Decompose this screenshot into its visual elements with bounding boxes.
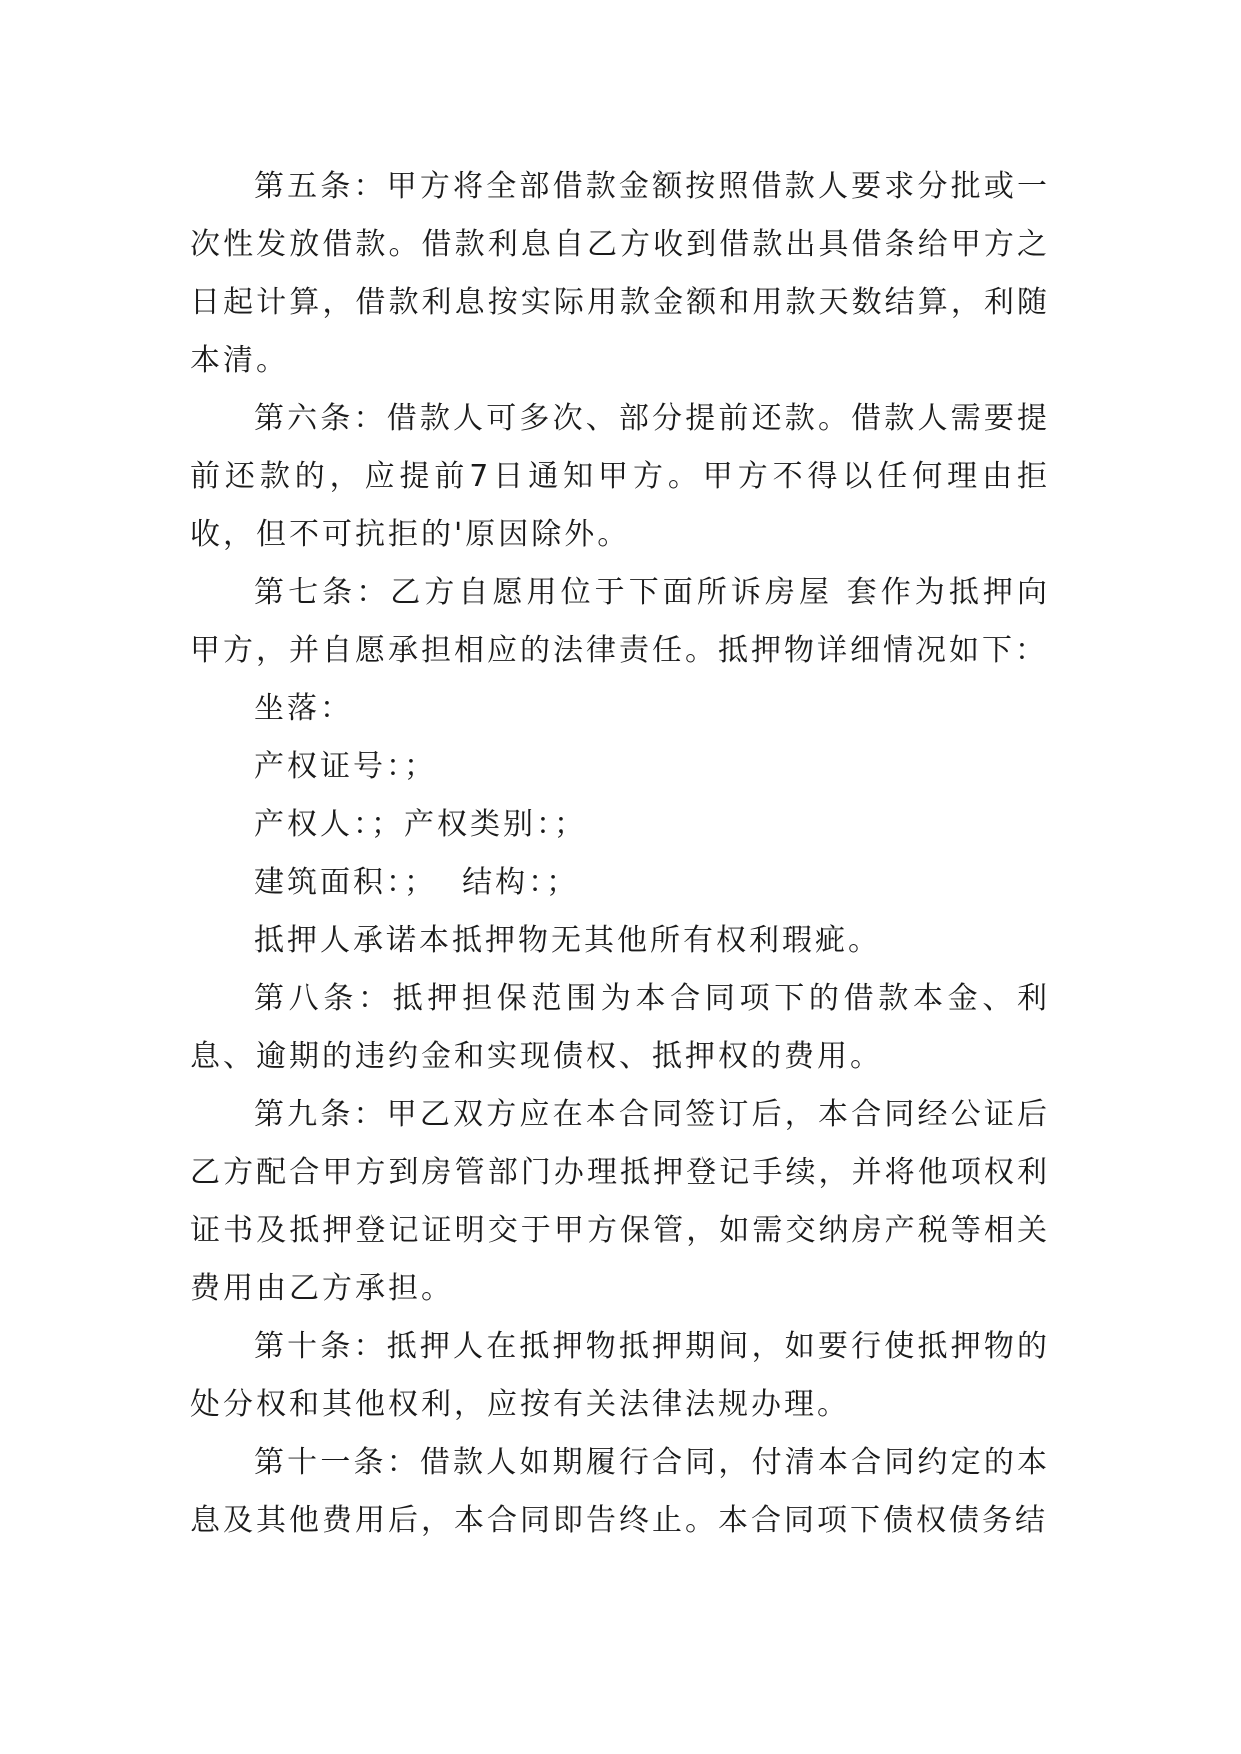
article-8-paragraph: 第八条：抵押担保范围为本合同项下的借款本金、利息、逾期的违约金和实现债权、抵押权的费用。 <box>190 981 1050 1074</box>
property-certificate-line: 产权证号：； <box>254 749 437 784</box>
article-11-paragraph: 第十一条：借款人如期履行合同，付清本合同约定的本息及其他费用后，本合同即告终止。本合同项下债权债务结 <box>190 1445 1050 1538</box>
document-body <box>190 158 1050 1550</box>
article-10-paragraph: 第十条：抵押人在抵押物抵押期间，如要行使抵押物的处分权和其他权利，应按有关法律法规办理。 <box>190 1329 1050 1422</box>
building-area-line: 建筑面积：； 结构：； <box>254 865 580 900</box>
property-location-line: 坐落： <box>254 691 353 726</box>
article-5-paragraph: 第五条：甲方将全部借款金额按照借款人要求分批或一次性发放借款。借款利息自乙方收到借款出具借条给甲方之日起计算，借款利息按实际用款金额和用款天数结算，利随本清。 <box>190 169 1050 378</box>
mortgagor-commitment-paragraph: 抵押人承诺本抵押物无其他所有权利瑕疵。 <box>254 923 881 958</box>
article-7-paragraph: 第七条：乙方自愿用位于下面所诉房屋 套作为抵押向甲方，并自愿承担相应的法律责任。抵押物详细情况如下： <box>190 575 1050 668</box>
property-owner-line: 产权人：；产权类别：； <box>254 807 587 842</box>
article-6-paragraph: 第六条：借款人可多次、部分提前还款。借款人需要提前还款的，应提前7日通知甲方。甲方不得以任何理由拒收，但不可抗拒的'原因除外。 <box>190 401 1050 552</box>
article-9-paragraph: 第九条：甲乙双方应在本合同签订后，本合同经公证后乙方配合甲方到房管部门办理抵押登记手续，并将他项权利证书及抵押登记证明交于甲方保管，如需交纳房产税等相关费用由乙方承担。 <box>190 1097 1050 1306</box>
